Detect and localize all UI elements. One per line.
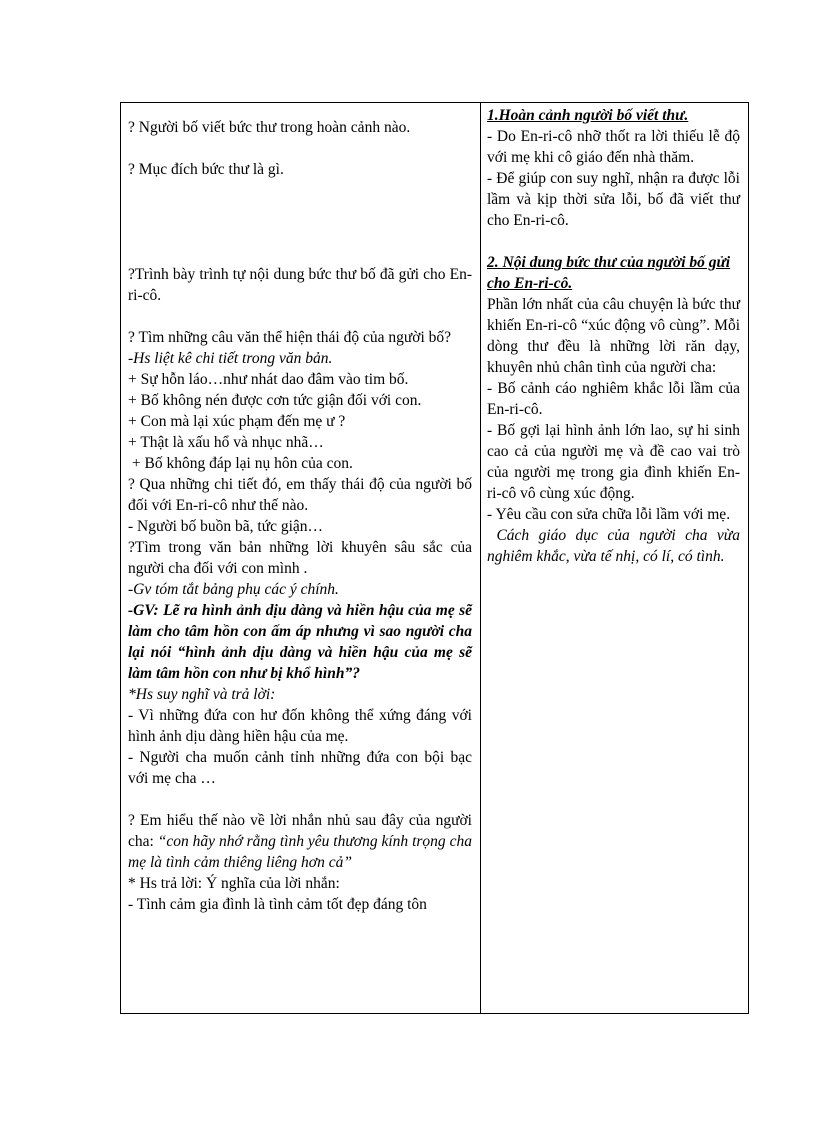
detail-item: + Bố không đáp lại nụ hôn của con. (128, 455, 353, 472)
question-7-prefix: ? Em hiểu thế nào về lời nhắn nhủ sau đây của người cha: (128, 812, 472, 850)
question-3: ?Trình bày trình tự nội dung bức thư bố đã gửi cho En-ri-cô. (128, 266, 472, 304)
answer-item: - Người cha muốn cảnh tỉnh những đứa con bội bạc với mẹ cha … (128, 749, 472, 787)
detail-item: + Thật là xấu hổ và nhục nhã… (128, 434, 324, 451)
content-item: - Bố cảnh cáo nghiêm khắc lỗi lầm của En-ri-cô. (487, 380, 740, 418)
detail-item: + Bố không nén được cơn tức giận đối với con. (128, 392, 422, 409)
content-item: - Bố gợi lại hình ảnh lớn lao, sự hi sinh cao cả của người mẹ và đề cao vai trò của người mẹ trong gia đình khiến En-ri-cô vô cùng xúc động. (487, 422, 740, 502)
section-heading-2: 2. Nội dung bức thư của người bố gửi cho En-ri-cô. (487, 254, 731, 292)
answer-item: - Tình cảm gia đình là tình cảm tốt đẹp đáng tôn (128, 896, 427, 913)
answer-5: - Người bố buồn bã, tức giận… (128, 518, 324, 535)
student-think: *Hs suy nghĩ và trả lời: (128, 686, 276, 703)
question-5: ? Qua những chi tiết đó, em thấy thái độ của người bố đối với En-ri-cô như thế nào. (128, 476, 472, 514)
left-column (121, 103, 481, 1013)
right-column (481, 103, 748, 1013)
lesson-table (120, 102, 749, 1014)
content-item: - Do En-ri-cô nhỡ thốt ra lời thiếu lễ độ với mẹ khi cô giáo đến nhà thăm. (487, 128, 740, 166)
question-7 (128, 810, 472, 873)
question-6-hint: -Gv tóm tắt bảng phụ các ý chính. (128, 581, 339, 598)
detail-item: + Con mà lại xúc phạm đến mẹ ư ? (128, 413, 346, 430)
content-paragraph: Phần lớn nhất của câu chuyện là bức thư khiến En-ri-cô “xúc động vô cùng”. Mỗi dòng thư đều là những lời răn dạy, khuyên nhủ chân tình của người cha: (487, 296, 740, 376)
question-7-quote: “con hãy nhớ rằng tình yêu thương kính trọng cha mẹ là tình cảm thiêng liêng hơn cả” (128, 833, 472, 871)
answer-item: - Vì những đứa con hư đốn không thể xứng đáng với hình ảnh dịu dàng hiền hậu của mẹ. (128, 707, 472, 745)
content-item: - Yêu cầu con sửa chữa lỗi lầm với mẹ. (487, 506, 731, 523)
question-6: ?Tìm trong văn bản những lời khuyên sâu sắc của người cha đối với con mình . (128, 539, 472, 577)
section-heading-1: 1.Hoàn cảnh người bố viết thư. (487, 107, 689, 124)
student-answer: * Hs trả lời: Ý nghĩa của lời nhắn: (128, 875, 340, 892)
conclusion: Cách giáo dục của người cha vừa nghiêm khắc, vừa tế nhị, có lí, có tình. (487, 527, 744, 565)
question-1: ? Người bố viết bức thư trong hoàn cảnh nào. (128, 119, 411, 136)
detail-item: + Sự hỗn láo…như nhát dao đâm vào tim bố. (128, 371, 409, 388)
question-4: ? Tìm những câu văn thể hiện thái độ của người bố? (128, 329, 452, 346)
question-4-hint: -Hs liệt kê chi tiết trong văn bản. (128, 350, 333, 367)
content-item: - Để giúp con suy nghĩ, nhận ra được lỗi lầm và kịp thời sửa lỗi, bố đã viết thư cho En-ri-cô. (487, 170, 740, 229)
question-2: ? Mục đích bức thư là gì. (128, 161, 284, 178)
teacher-question: -GV: Lẽ ra hình ảnh dịu dàng và hiền hậu của mẹ sẽ làm cho tâm hồn con ấm áp nhưng vì sao người cha lại nói “hình ảnh dịu dàng và hiền hậu của mẹ sẽ làm tâm hồn con như bị khổ hình”? (128, 602, 472, 682)
